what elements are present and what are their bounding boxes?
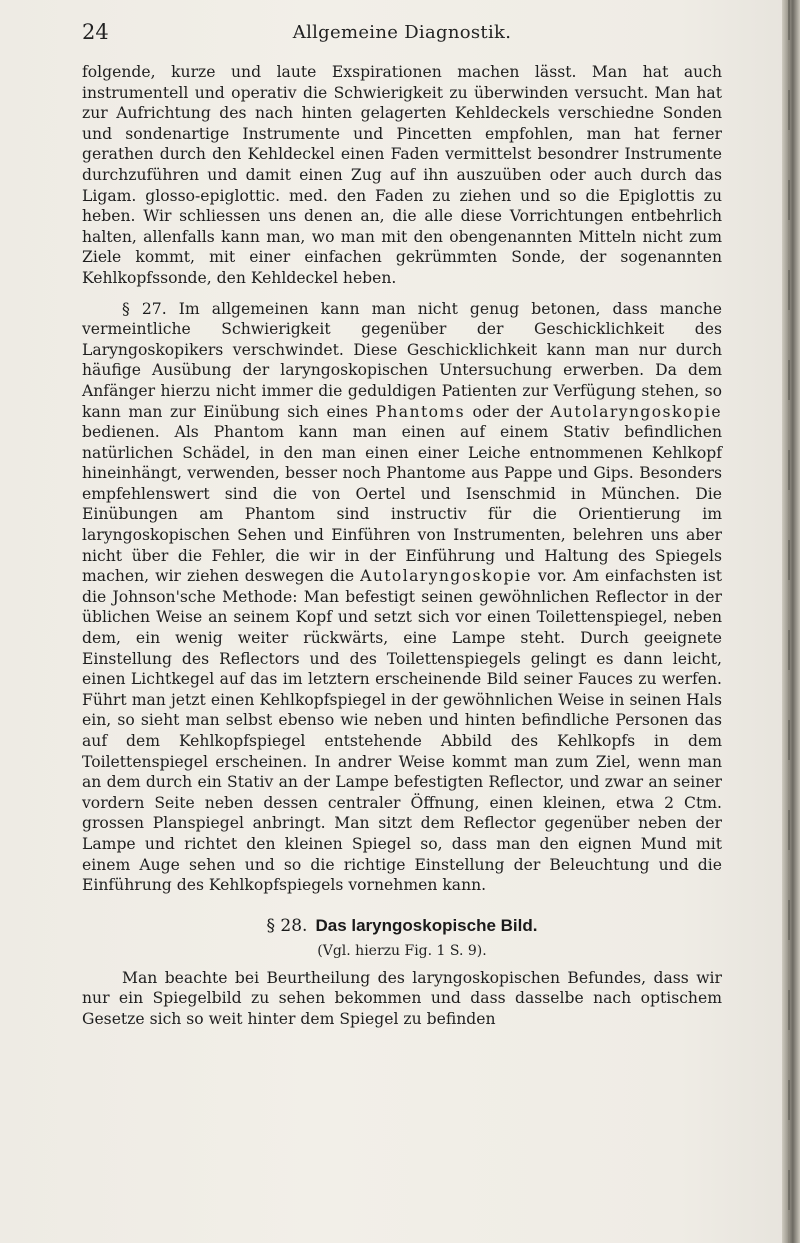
section-title: Das laryngoskopische Bild. <box>315 915 538 935</box>
page-header <box>82 20 722 50</box>
text-run: oder der <box>465 402 551 421</box>
text-run: § 27. Im allgemeinen kann man nicht genug betonen, dass manche vermeintliche Schwierigkeit gegenüber der Geschicklichkeit des Laryngoskopikers verschwindet. Diese Geschicklichkeit kann man nur durch häufige Ausübung der laryngoskopischen Untersuchung erwerben. Da dem Anfänger hierzu nicht immer die geduldigen Patienten zur Verfügung stehen, so kann man zur Einübung sich eines <box>82 299 722 421</box>
text-run: vor. Am einfachsten ist die Johnson'sche Methode: Man befestigt seinen gewöhnlichen Reflector in der üblichen Weise an seinem Kopf und setzt sich vor einen Toilettenspiegel, neben dem, ein wenig weiter rückwärts, eine Lampe steht. Durch geeignete Einstellung des Reflectors und des Toilettenspiegels gelingt es dann leicht, einen Lichtkegel auf das im letztern erscheinende Bild seiner Fauces zu werfen. Führt man jetzt einen Kehlkopfspiegel in der gewöhnlichen Weise in seinen Hals ein, so sieht man selbst ebenso wie neben und hinten befindliche Personen das auf dem Kehlkopfspiegel entstehende Abbild des Kehlkopfs in dem Toilettenspiegel erscheinen. In andrer Weise kommt man zum Ziel, wenn man an dem durch ein Stativ an der Lampe befestigten Reflector, und zwar an seiner vordern Seite neben dessen centraler Öffnung, einen kleinen, etwa 2 Ctm. grossen Planspiegel anbringt. Man sitzt dem Reflector gegenüber neben der Lampe und richtet den kleinen Spiegel so, dass man den eignen Mund mit einem Auge sehen und so die richtige Einstellung der Beleuchtung und die Einführung des Kehlkopfspiegels vornehmen kann. <box>82 567 722 895</box>
section-heading <box>82 914 722 938</box>
text-run: bedienen. Als Phantom kann man einen auf einem Stativ befindlichen natürlichen Schädel, in den man einen einer Leiche entnommenen Kehlkopf hineinhängt, verwenden, besser noch Phantome aus Pappe und Gips. Besonders empfehlenswert sind die von Oertel und Isenschmid in München. Die Einübungen am Phantom sind instructiv für die Orientierung im laryngoskopischen Sehen und Einführen von Instrumenten, belehren uns aber nicht über die Fehler, die wir in der Einführung und Haltung des Spiegels machen, wir ziehen deswegen die <box>82 423 722 586</box>
spaced-term-autolaryngoskopie: Autolaryngoskopie <box>550 402 722 421</box>
paragraph-continuation: folgende, kurze und laute Exspirationen machen lässt. Man hat auch instrumentell und operativ die Schwierigkeit zu überwinden versucht. Man hat zur Aufrichtung des nach hinten gelagerten Kehldeckels verschiedne Sonden und sondenartige Instrumente und Pincetten empfohlen, man hat ferner gerathen durch den Kehldeckel einen Faden vermittelst besondrer Instrumente durchzuführen und damit einen Zug auf ihn auszuüben oder auch durch das Ligam. glosso-epiglottic. med. den Faden zu ziehen und so die Epiglottis zu heben. Wir schliessen uns denen an, die alle diese Vorrichtungen entbehrlich halten, allenfalls kann man, wo man mit den obengenannten Mitteln nicht zum Ziele kommt, mit einer einfachen gekrümmten Sonde, der sogenannten Kehlkopfssonde, den Kehldeckel heben. <box>82 63 722 287</box>
spaced-term-phantoms: Phantoms <box>375 402 465 421</box>
spaced-term-autolaryngoskopie-2: Autolaryngoskopie <box>360 567 532 586</box>
page-number: 24 <box>82 20 109 44</box>
paragraph-section-28: Man beachte bei Beurtheilung des laryngoskopischen Befundes, dass wir nur ein Spiegelbild zu sehen bekommen und dass dasselbe nach optischem Gesetze sich so weit hinter dem Spiegel zu befinden <box>82 968 722 1028</box>
paragraph-section-27 <box>82 299 722 896</box>
running-title: Allgemeine Diagnostik. <box>292 22 512 43</box>
body-text <box>82 62 722 1030</box>
section-reference-note: (Vgl. hierzu Fig. 1 S. 9). <box>317 942 487 959</box>
book-binding-edge <box>782 0 800 1243</box>
section-number: § 28. <box>266 915 308 936</box>
